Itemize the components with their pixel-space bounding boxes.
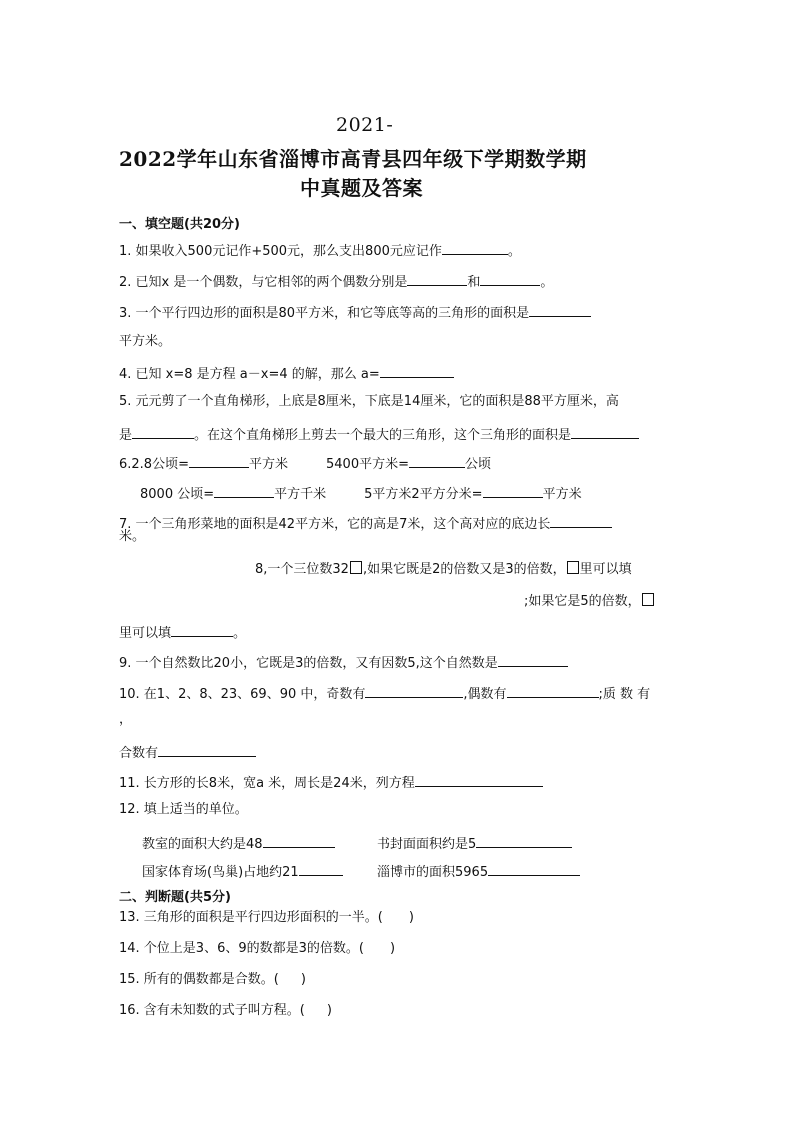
question-7-continued: 米。: [119, 529, 146, 544]
answer-blank[interactable]: [488, 862, 580, 876]
section-heading-true-false: 二、判断题(共5分): [119, 890, 231, 905]
answer-blank[interactable]: [158, 743, 256, 757]
question-12-item-classroom: 教室的面积大约是48: [142, 834, 335, 853]
answer-blank[interactable]: [498, 653, 568, 667]
digit-box: [350, 561, 362, 574]
question-15: 15. 所有的偶数都是合数。( ): [119, 972, 306, 987]
question-16: 16. 含有未知数的式子叫方程。( ): [119, 1003, 332, 1018]
question-11: 11. 长方形的长8米，宽a 米，周长是24米，列方程: [119, 773, 543, 792]
question-4: 4. 已知 x=8 是方程 a－x=4 的解，那么 a=: [119, 364, 454, 383]
answer-blank[interactable]: [263, 834, 335, 848]
question-8-continued: ;如果它是5的倍数，: [524, 593, 655, 610]
question-12-item-stadium: 国家体育场(鸟巢)占地约21: [142, 862, 343, 881]
question-14: 14. 个位上是3、6、9的数都是3的倍数。( ): [119, 941, 396, 956]
question-6-line-1: 6.2.8公顷= 平方米 5400平方米= 公顷: [119, 454, 491, 473]
question-9: 9. 一个自然数比20小，它既是3的倍数，又有因数5,这个自然数是: [119, 653, 568, 672]
answer-blank[interactable]: [214, 484, 274, 498]
title-line-3: 中真题及答案: [300, 176, 423, 200]
answer-blank[interactable]: [380, 364, 454, 378]
question-8: 8,一个三位数32 ,如果它既是2的倍数又是3的倍数， 里可以填: [255, 562, 632, 577]
digit-box: [642, 593, 654, 606]
answer-blank[interactable]: [171, 623, 233, 637]
answer-blank[interactable]: [442, 241, 508, 255]
question-12-item-zibo: 淄博市的面积5965: [377, 862, 580, 881]
answer-blank[interactable]: [409, 454, 465, 468]
answer-blank[interactable]: [415, 773, 543, 787]
question-6-line-2: 8000 公顷= 平方千米 5平方米2平方分米= 平方米: [140, 484, 582, 503]
question-12-item-cover: 书封面面积约是5: [377, 834, 572, 853]
question-3-continued: 平方米。: [119, 334, 172, 349]
answer-blank[interactable]: [480, 272, 540, 286]
question-8-continued-2: 里可以填 。: [119, 623, 246, 642]
answer-blank[interactable]: [299, 862, 343, 876]
answer-blank[interactable]: [189, 454, 249, 468]
answer-blank[interactable]: [483, 484, 543, 498]
answer-blank[interactable]: [507, 684, 599, 698]
answer-blank[interactable]: [476, 834, 572, 848]
answer-blank[interactable]: [365, 684, 463, 698]
question-12: 12. 填上适当的单位。: [119, 802, 248, 817]
question-7: 7. 一个三角形菜地的面积是42平方米，它的高是7米，这个高对应的底边长: [119, 514, 612, 533]
question-10-comma: ，: [119, 712, 133, 727]
question-5: 5. 元元剪了一个直角梯形，上底是8厘米，下底是14厘米，它的面积是88平方厘米，高: [119, 394, 619, 409]
question-1: 1. 如果收入500元记作+500元，那么支出800元应记作 。: [119, 241, 521, 260]
question-2: 2. 已知x 是一个偶数，与它相邻的两个偶数分别是 和 。: [119, 272, 553, 291]
title-line-2: 2022学年山东省淄博市高青县四年级下学期数学期: [119, 147, 587, 171]
answer-blank[interactable]: [529, 303, 591, 317]
question-3: 3. 一个平行四边形的面积是80平方米，和它等底等高的三角形的面积是: [119, 303, 591, 322]
question-13: 13. 三角形的面积是平行四边形面积的一半。( ): [119, 910, 414, 925]
question-10-continued: 合数有: [119, 743, 256, 762]
section-heading-fill-blank: 一、填空题(共20分): [119, 217, 240, 232]
answer-blank[interactable]: [550, 514, 612, 528]
answer-blank[interactable]: [407, 272, 467, 286]
question-5-continued: 是 。在这个直角梯形上剪去一个最大的三角形，这个三角形的面积是: [119, 425, 639, 444]
answer-blank[interactable]: [571, 425, 639, 439]
title-line-1: 2021-: [336, 114, 394, 136]
digit-box: [567, 561, 579, 574]
answer-blank[interactable]: [132, 425, 194, 439]
question-10: 10. 在1、2、8、23、69、90 中，奇数有 ,偶数有 ;质 数 有: [119, 684, 650, 703]
